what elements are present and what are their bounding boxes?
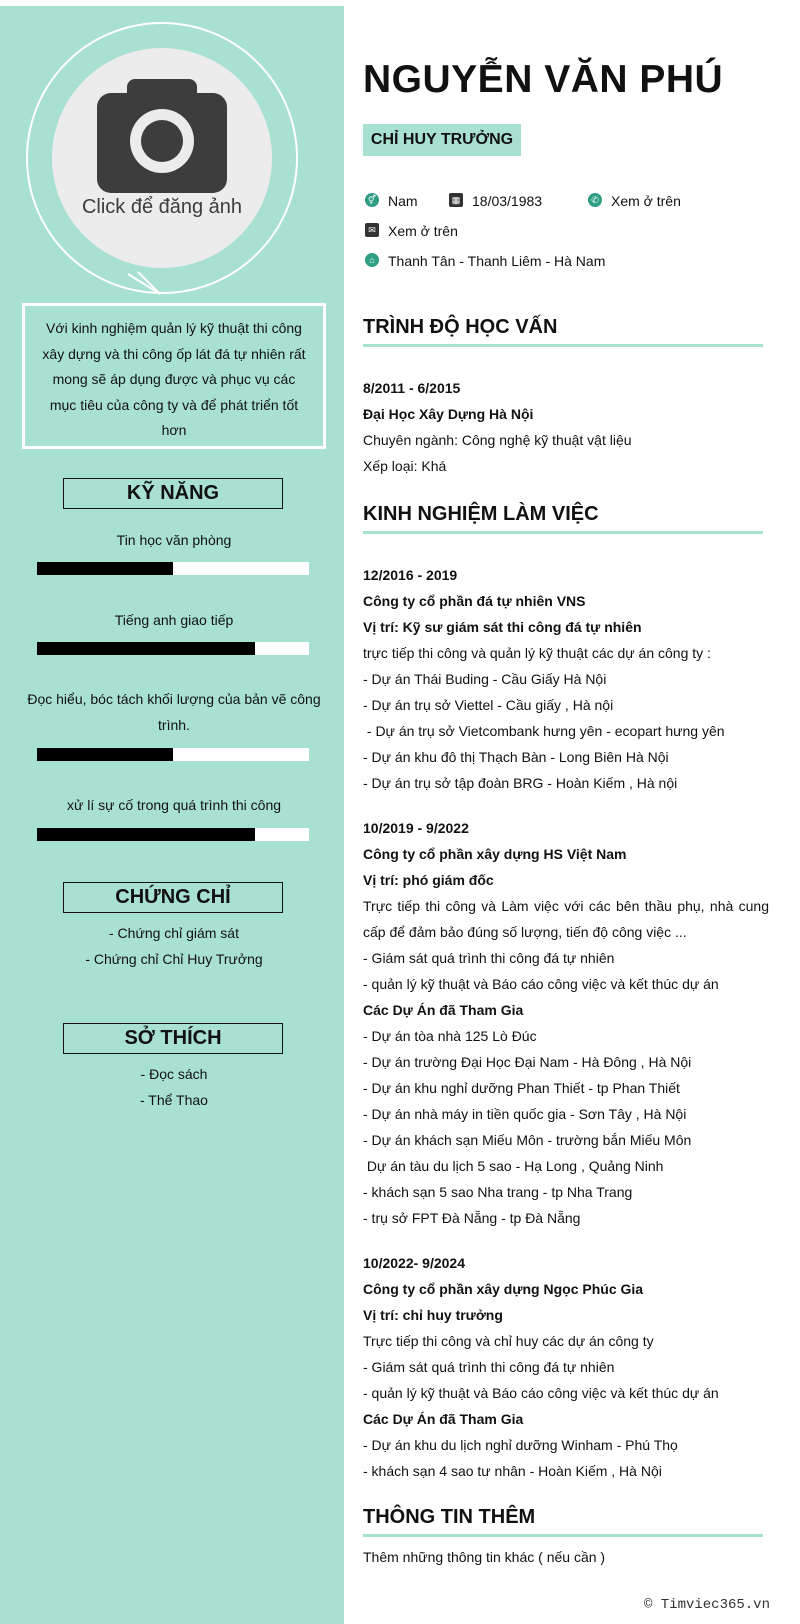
- job-period: 10/2019 - 9/2022: [363, 820, 469, 836]
- job-line: - Dự án trụ sở Vietcombank hưng yên - ecopart hưng yên: [363, 723, 725, 739]
- phone: Xem ở trên: [611, 193, 681, 209]
- extra-info-title: THÔNG TIN THÊM: [363, 1506, 763, 1537]
- certificates-title: CHỨNG CHỈ: [63, 882, 283, 913]
- education-major: Chuyên ngành: Công nghệ kỹ thuật vật liệu: [363, 432, 632, 448]
- extra-info-text: Thêm những thông tin khác ( nếu cần ): [363, 1549, 606, 1565]
- gender: Nam: [388, 193, 418, 209]
- job-line: - Giám sát quá trình thi công đá tự nhiên: [363, 1359, 615, 1375]
- email-icon: ✉: [365, 223, 379, 237]
- avatar-caption[interactable]: Click để đăng ảnh: [81, 196, 243, 218]
- job-line: - Dự án trụ sở Viettel - Cầu giấy , Hà nội: [363, 697, 614, 713]
- project-item: - Dự án khu nghỉ dưỡng Phan Thiết - tp Phan Thiết: [363, 1080, 680, 1096]
- job-line: - Dự án Thái Buding - Cầu Giấy Hà Nội: [363, 671, 607, 687]
- candidate-name: NGUYỄN VĂN PHÚ: [363, 58, 724, 101]
- job-1: [363, 562, 769, 796]
- experience-title: KINH NGHIỆM LÀM VIỆC: [363, 503, 763, 534]
- job-line: Trực tiếp thi công và chỉ huy các dự án công ty: [363, 1333, 654, 1349]
- hobbies-title: SỞ THÍCH: [63, 1023, 283, 1054]
- project-item: - khách sạn 4 sao tư nhân - Hoàn Kiếm , Hà Nội: [363, 1463, 662, 1479]
- project-item: - Dự án tòa nhà 125 Lò Đúc: [363, 1028, 537, 1044]
- email: Xem ở trên: [388, 223, 458, 239]
- skill-bar: [37, 828, 309, 841]
- skill-name: xử lí sự cố trong quá trình thi công: [66, 797, 282, 813]
- certificates-list: [26, 920, 322, 972]
- gender-icon: ⚥: [365, 193, 379, 207]
- job-3: [363, 1250, 769, 1484]
- job-role: Vị trí: Kỹ sư giám sát thi công đá tự nhiên: [363, 619, 642, 635]
- job-2: [363, 815, 769, 1231]
- education-period: 8/2011 - 6/2015: [363, 380, 461, 396]
- project-item: - khách sạn 5 sao Nha trang - tp Nha Trang: [363, 1184, 633, 1200]
- job-company: Công ty cổ phần xây dựng Ngọc Phúc Gia: [363, 1281, 644, 1297]
- camera-icon[interactable]: [97, 79, 227, 193]
- skill-name: Tin học văn phòng: [116, 532, 232, 548]
- phone-icon: ✆: [588, 193, 602, 207]
- footer-copyright: © Timviec365.vn: [643, 1597, 770, 1613]
- position-badge: CHỈ HUY TRƯỞNG: [363, 124, 521, 156]
- home-icon: ⌂: [365, 253, 379, 267]
- job-line: - Giám sát quá trình thi công đá tự nhiên: [363, 950, 615, 966]
- job-role: Vị trí: phó giám đốc: [363, 872, 494, 888]
- certificate-item: - Chứng chỉ Chỉ Huy Trưởng: [85, 951, 263, 967]
- project-item: - Dự án nhà máy in tiền quốc gia - Sơn Tây , Hà Nội: [363, 1106, 687, 1122]
- job-period: 12/2016 - 2019: [363, 567, 458, 583]
- job-line: - quản lý kỹ thuật và Báo cáo công việc và kết thúc dự án: [363, 1385, 719, 1401]
- skill-name: Đọc hiểu, bóc tách khối lượng của bản vẽ công trình.: [27, 691, 321, 733]
- education-grade: Xếp loại: Khá: [363, 458, 447, 474]
- projects-title: Các Dự Án đã Tham Gia: [363, 1411, 524, 1427]
- calendar-icon: ▦: [449, 193, 463, 207]
- hobby-item: - Thể Thao: [140, 1092, 208, 1108]
- skills-title: KỸ NĂNG: [63, 478, 283, 509]
- career-objective: Với kinh nghiệm quản lý kỹ thuật thi công xây dựng và thi công ốp lát đá tự nhiên rất mong sẽ áp dụng được và phục vụ các mục tiêu của công ty và để phát triển tốt hơn: [22, 303, 326, 449]
- education-block: [363, 375, 769, 479]
- project-item: - Dự án trường Đại Học Đại Nam - Hà Đông , Hà Nội: [363, 1054, 692, 1070]
- project-item: - trụ sở FPT Đà Nẵng - tp Đà Nẵng: [363, 1210, 581, 1226]
- project-item: - Dự án khách sạn Miếu Môn - trường bắn Miếu Môn: [363, 1132, 692, 1148]
- job-company: Công ty cổ phần xây dựng HS Việt Nam: [363, 846, 627, 862]
- education-title: TRÌNH ĐỘ HỌC VẤN: [363, 316, 763, 347]
- job-description: Trực tiếp thi công và Làm việc với các bên thầu phụ, nhà cung cấp để đảm bảo đúng số lượng, tiến độ công việc ...: [363, 898, 769, 940]
- project-item: - Dự án khu du lịch nghỉ dưỡng Winham - Phú Thọ: [363, 1437, 678, 1453]
- projects-title: Các Dự Án đã Tham Gia: [363, 1002, 524, 1018]
- job-line: trực tiếp thi công và quản lý kỹ thuật các dự án công ty :: [363, 645, 711, 661]
- job-line: - Dự án khu đô thị Thạch Bàn - Long Biên Hà Nội: [363, 749, 669, 765]
- job-period: 10/2022- 9/2024: [363, 1255, 465, 1271]
- job-line: - quản lý kỹ thuật và Báo cáo công việc và kết thúc dự án: [363, 976, 719, 992]
- address: Thanh Tân - Thanh Liêm - Hà Nam: [388, 253, 606, 269]
- hobbies-list: [26, 1061, 322, 1113]
- skill-bar: [37, 562, 309, 575]
- project-item: Dự án tàu du lịch 5 sao - Hạ Long , Quảng Ninh: [363, 1158, 664, 1174]
- hobby-item: - Đọc sách: [140, 1066, 208, 1082]
- education-school: Đại Học Xây Dựng Hà Nội: [363, 406, 534, 422]
- birthday: 18/03/1983: [472, 193, 543, 209]
- job-line: - Dự án trụ sở tập đoàn BRG - Hoàn Kiếm , Hà nội: [363, 775, 678, 791]
- job-company: Công ty cổ phần đá tự nhiên VNS: [363, 593, 586, 609]
- skill-name: Tiếng anh giao tiếp: [114, 612, 234, 628]
- skill-bar: [37, 642, 309, 655]
- certificate-item: - Chứng chỉ giám sát: [109, 925, 239, 941]
- job-role: Vị trí: chỉ huy trưởng: [363, 1307, 503, 1323]
- skill-bar: [37, 748, 309, 761]
